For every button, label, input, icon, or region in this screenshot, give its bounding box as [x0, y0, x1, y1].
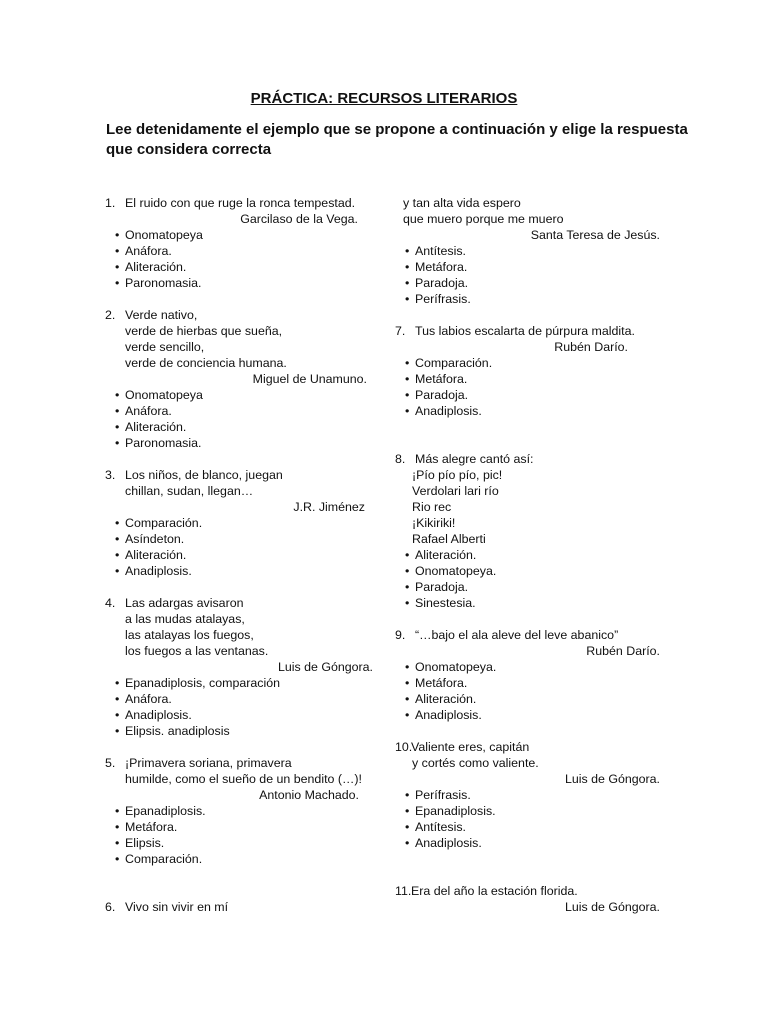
bullet-icon: •: [405, 276, 410, 290]
author: Rubén Darío.: [586, 644, 660, 658]
option: • Comparación.: [115, 852, 203, 866]
bullet-icon: •: [405, 404, 410, 418]
question-9: [395, 627, 660, 723]
option: • Comparación.: [405, 356, 493, 370]
option: • Perífrasis.: [405, 292, 471, 306]
verse-line: verde de hierbas que sueña,: [125, 324, 283, 338]
question-10: [395, 739, 660, 851]
option: • Aliteración.: [115, 260, 187, 274]
option: • Metáfora.: [115, 820, 178, 834]
option: • Metáfora.: [405, 676, 468, 690]
question-number: 5.: [105, 756, 116, 770]
question-number: 6.: [105, 900, 116, 914]
option: • Perífrasis.: [405, 788, 471, 802]
author: Luis de Góngora.: [277, 660, 373, 674]
option: • Paradoja.: [405, 388, 469, 402]
verse-line: El ruido con que ruge la ronca tempestad.: [125, 196, 356, 210]
bullet-icon: •: [405, 564, 410, 578]
option: • Comparación.: [115, 516, 203, 530]
option: • Anadiplosis.: [115, 564, 192, 578]
option: • Aliteración.: [115, 548, 187, 562]
question-5: [105, 755, 375, 867]
question-number: 4.: [105, 596, 116, 610]
question-2: [105, 307, 375, 451]
option: • Epanadiplosis.: [405, 804, 496, 818]
verse-line: verde sencillo,: [125, 340, 205, 354]
option: • Metáfora.: [405, 260, 468, 274]
verse-line: Los niños, de blanco, juegan: [125, 468, 283, 482]
question-11: [395, 883, 660, 915]
option: • Anáfora.: [115, 244, 172, 258]
option: • Aliteración.: [405, 692, 477, 706]
option: • Anadiplosis.: [405, 708, 482, 722]
question-number: 11.: [395, 884, 412, 898]
question-number: 2.: [105, 308, 116, 322]
bullet-icon: •: [115, 708, 120, 722]
option: • Aliteración.: [405, 548, 477, 562]
bullet-icon: •: [115, 404, 120, 418]
bullet-icon: •: [405, 708, 410, 722]
bullet-icon: •: [405, 548, 410, 562]
question-number: 1.: [105, 196, 116, 210]
author: Antonio Machado.: [259, 788, 359, 802]
bullet-icon: •: [405, 660, 410, 674]
option: • Epanadiplosis.: [115, 804, 206, 818]
bullet-icon: •: [405, 244, 410, 258]
author: Rubén Darío.: [554, 340, 628, 354]
instructions: Lee detenidamente el ejemplo que se propone a continuación y elige la respuesta que considera correcta: [106, 121, 688, 158]
verse-line: verde de conciencia humana.: [125, 356, 287, 370]
option: • Onomatopeya: [115, 228, 203, 242]
option: • Metáfora.: [405, 372, 468, 386]
right-column: [395, 195, 660, 915]
bullet-icon: •: [115, 676, 120, 690]
verse-line: y tan alta vida espero: [403, 196, 521, 210]
bullet-icon: •: [115, 436, 120, 450]
bullet-icon: •: [405, 596, 410, 610]
bullet-icon: •: [405, 580, 410, 594]
option: • Anadiplosis.: [405, 836, 482, 850]
verse-line: Verdolari lari río: [412, 484, 499, 498]
author: J.R. Jiménez: [293, 500, 365, 514]
bullet-icon: •: [405, 260, 410, 274]
verse-line: Valiente eres, capitán: [411, 740, 530, 754]
option: • Anáfora.: [115, 692, 172, 706]
option: • Paradoja.: [405, 580, 469, 594]
question-number: 10.: [395, 740, 413, 754]
bullet-icon: •: [115, 516, 120, 530]
page-title: PRÁCTICA: RECURSOS LITERARIOS: [250, 90, 518, 107]
question-number: 9.: [395, 628, 406, 642]
bullet-icon: •: [115, 532, 120, 546]
bullet-icon: •: [115, 820, 120, 834]
bullet-icon: •: [405, 292, 410, 306]
author: Luis de Góngora.: [564, 772, 660, 786]
option: • Paronomasia.: [115, 276, 202, 290]
bullet-icon: •: [115, 804, 120, 818]
author: Luis de Góngora.: [564, 900, 660, 914]
verse-line: ¡Pío pío pío, pic!: [412, 468, 503, 482]
option: • Epanadiplosis, comparación: [115, 676, 280, 690]
author: Garcilaso de la Vega.: [240, 212, 358, 226]
option: • Onomatopeya.: [405, 564, 497, 578]
bullet-icon: •: [115, 564, 120, 578]
verse-line: los fuegos a las ventanas.: [125, 644, 269, 658]
verse-line: humilde, como el sueño de un bendito (…)!: [125, 772, 362, 786]
option: • Anadiplosis.: [115, 708, 192, 722]
option: • Anáfora.: [115, 404, 172, 418]
option: • Elipsis.: [115, 836, 165, 850]
question-8: [395, 451, 660, 611]
verse-line: que muero porque me muero: [403, 212, 564, 226]
option: • Aliteración.: [115, 420, 187, 434]
bullet-icon: •: [405, 820, 410, 834]
question-6-continued: [395, 195, 660, 307]
bullet-icon: •: [115, 692, 120, 706]
question-number: 8.: [395, 452, 406, 466]
option: • Onomatopeya: [115, 388, 203, 402]
question-7: [395, 323, 660, 419]
bullet-icon: •: [115, 836, 120, 850]
verse-line: las atalayas los fuegos,: [125, 628, 254, 642]
bullet-icon: •: [405, 692, 410, 706]
verse-line: Más alegre cantó así:: [415, 452, 534, 466]
option: • Anadiplosis.: [405, 404, 482, 418]
verse-line: Verde nativo,: [125, 308, 198, 322]
option: • Onomatopeya.: [405, 660, 497, 674]
bullet-icon: •: [405, 836, 410, 850]
question-4: [105, 595, 375, 739]
bullet-icon: •: [115, 388, 120, 402]
option: • Asíndeton.: [115, 532, 185, 546]
bullet-icon: •: [405, 788, 410, 802]
bullet-icon: •: [405, 676, 410, 690]
verse-line: Vivo sin vivir en mí: [125, 900, 229, 914]
option: • Sinestesia.: [405, 596, 476, 610]
bullet-icon: •: [115, 244, 120, 258]
question-6-start: [105, 899, 375, 915]
verse-line: a las mudas atalayas,: [125, 612, 245, 626]
bullet-icon: •: [405, 356, 410, 370]
verse-line: Las adargas avisaron: [125, 596, 244, 610]
bullet-icon: •: [115, 852, 120, 866]
bullet-icon: •: [405, 372, 410, 386]
bullet-icon: •: [115, 228, 120, 242]
question-1: [105, 195, 375, 291]
option: • Antítesis.: [405, 820, 466, 834]
bullet-icon: •: [115, 276, 120, 290]
author: Miguel de Unamuno.: [252, 372, 367, 386]
verse-line: Era del año la estación florida.: [411, 884, 578, 898]
verse-line: y cortés como valiente.: [412, 756, 539, 770]
question-3: [105, 467, 375, 579]
bullet-icon: •: [115, 420, 120, 434]
verse-line: Rafael Alberti: [412, 532, 486, 546]
verse-line: “…bajo el ala aleve del leve abanico”: [415, 628, 619, 642]
option: • Paronomasia.: [115, 436, 202, 450]
bullet-icon: •: [405, 388, 410, 402]
verse-line: Tus labios escalarta de púrpura maldita.: [415, 324, 635, 338]
question-number: 7.: [395, 324, 406, 338]
author: Santa Teresa de Jesús.: [530, 228, 660, 242]
option: • Elipsis. anadiplosis: [115, 724, 230, 738]
option: • Paradoja.: [405, 276, 469, 290]
bullet-icon: •: [115, 724, 120, 738]
verse-line: Rio rec: [412, 500, 452, 514]
option: • Antítesis.: [405, 244, 466, 258]
bullet-icon: •: [115, 260, 120, 274]
left-column: [105, 195, 375, 915]
bullet-icon: •: [405, 804, 410, 818]
bullet-icon: •: [115, 548, 120, 562]
verse-line: ¡Primavera soriana, primavera: [125, 756, 292, 770]
question-number: 3.: [105, 468, 116, 482]
verse-line: ¡Kikiriki!: [412, 516, 456, 530]
verse-line: chillan, sudan, llegan…: [125, 484, 254, 498]
